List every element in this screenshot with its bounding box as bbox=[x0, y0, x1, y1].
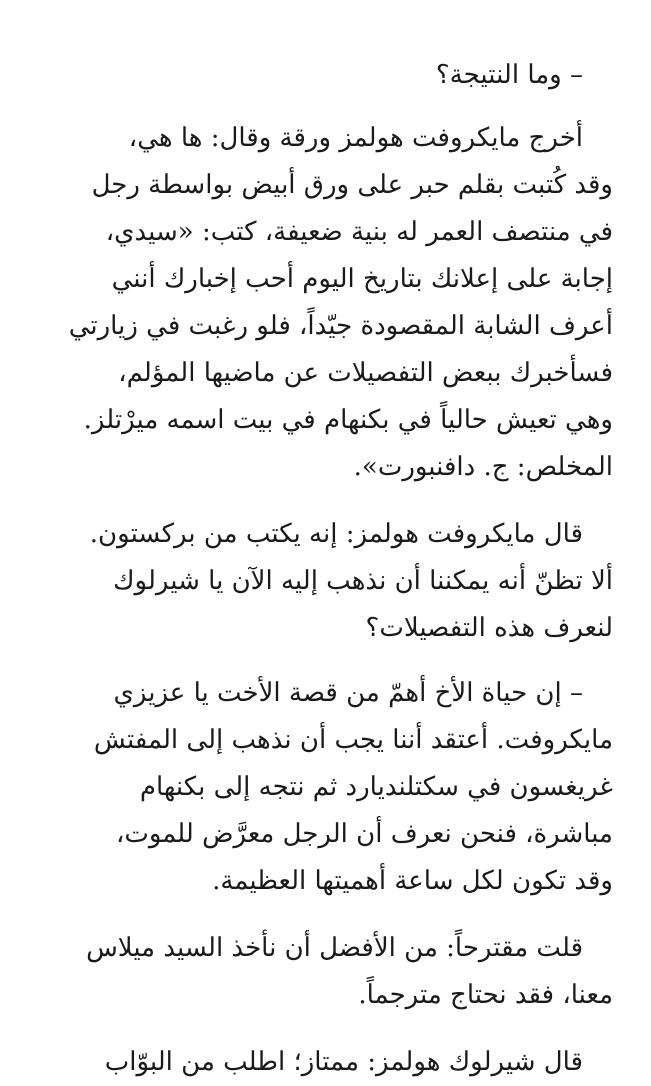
text-line: وقد تكون لكل ساعة أهميتها العظيمة. bbox=[212, 866, 613, 896]
text-line: فسأخبرك ببعض التفصيلات عن ماضيها المؤلم، bbox=[118, 358, 613, 388]
text-line: – إن حياة الأخ أهمّ من قصة الأخت يا عزيزي bbox=[113, 678, 583, 708]
text-line: وقد كُتبت بقلم حبر على ورق أبيض بواسطة رجل bbox=[91, 170, 613, 200]
text-line: في منتصف العمر له بنية ضعيفة، كتب: «سيدي، bbox=[105, 217, 613, 247]
paragraph-suggestion bbox=[48, 925, 613, 1019]
text-line: أعرف الشابة المقصودة جيّداً، فلو رغبت في زيارتي bbox=[68, 311, 613, 341]
paragraph-sherlock bbox=[48, 1039, 613, 1086]
paragraph-mycroft bbox=[48, 511, 613, 652]
paragraph-question bbox=[48, 52, 613, 99]
text-line: وهي تعيش حالياً في بكنهام في بيت اسمه ميرْتلز. bbox=[83, 405, 613, 435]
text-line: قال مايكروفت هولمز: إنه يكتب من بركستون. bbox=[89, 519, 583, 549]
text-line: لنعرف هذه التفصيلات؟ bbox=[365, 613, 613, 643]
text-line: – وما النتيجة؟ bbox=[435, 60, 583, 90]
text-line: قلت مقترحاً: من الأفضل أن نأخذ السيد ميلاس bbox=[86, 933, 583, 963]
text-line: قال شيرلوك هولمز: ممتاز؛ اطلب من البوّاب bbox=[104, 1047, 583, 1077]
paragraph-brother bbox=[48, 670, 613, 905]
paragraph-letter bbox=[48, 115, 613, 491]
text-line: المخلص: ج. دافنبورت». bbox=[353, 452, 613, 482]
text-line: إجابة على إعلانك بتاريخ اليوم أحب إخبارك أنني bbox=[111, 264, 613, 294]
text-line: مايكروفت. أعتقد أننا يجب أن نذهب إلى المفتش bbox=[93, 725, 613, 755]
text-line: أخرج مايكروفت هولمز ورقة وقال: ها هي، bbox=[128, 123, 583, 153]
text-line: غريغسون في سكتلنديارد ثم نتجه إلى بكنهام bbox=[139, 772, 613, 802]
text-line: مباشرة، فنحن نعرف أن الرجل معرَّض للموت، bbox=[115, 819, 613, 849]
text-line: ألا تظنّ أنه يمكننا أن نذهب إليه الآن يا شيرلوك bbox=[113, 566, 613, 596]
text-line: معنا، فقد نحتاج مترجماً. bbox=[358, 980, 613, 1010]
